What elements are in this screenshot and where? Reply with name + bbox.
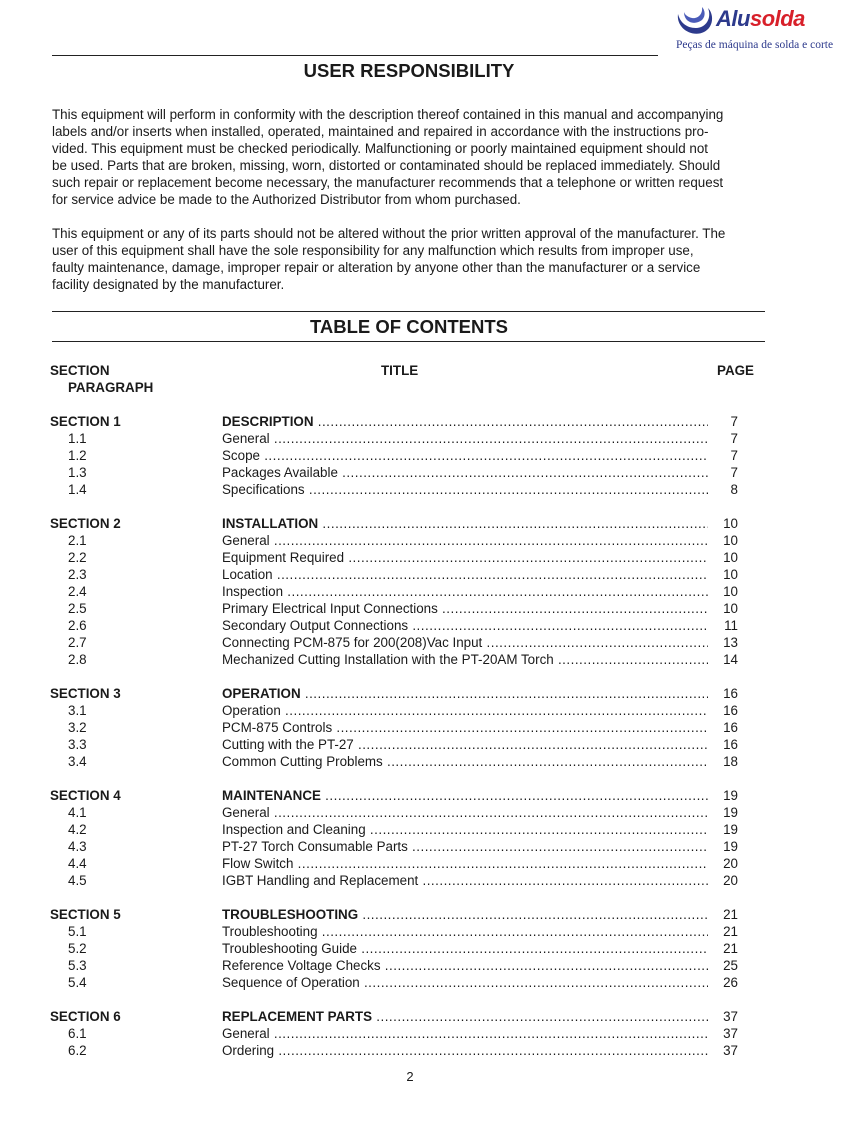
paragraph-line: facility designated by the manufacturer. (52, 277, 285, 292)
entry-page: 8 (730, 482, 738, 497)
toc-entry[interactable] (50, 430, 760, 447)
paragraph-number: 4.4 (68, 856, 87, 871)
section-page: 16 (723, 686, 738, 701)
section-title: TROUBLESHOOTING ..... (222, 906, 708, 923)
entry-page: 37 (723, 1026, 738, 1041)
paragraph-line: for service advice be made to the Authorized Distributor from whom purchased. (52, 192, 521, 207)
section-page: 37 (723, 1009, 738, 1024)
paragraph-number: 2.8 (68, 652, 87, 667)
paragraph-number: 1.4 (68, 482, 87, 497)
paragraph-number: 4.2 (68, 822, 87, 837)
paragraph-line: such repair or replacement become necessary, the manufacturer recommends that a telephone or written request (52, 175, 724, 190)
logo-wordmark (716, 6, 805, 32)
divider (52, 311, 765, 312)
toc-entry[interactable] (50, 481, 760, 498)
toc-section-heading[interactable] (50, 787, 760, 804)
toc-section-heading[interactable] (50, 413, 760, 430)
paragraph-number: 1.2 (68, 448, 87, 463)
paragraph-line: faulty maintenance, damage, improper repair or alteration by anyone other than the manufacturer or a service (52, 260, 701, 275)
entry-title: Specifications ..... (222, 481, 708, 498)
logo-text-b: solda (749, 6, 805, 31)
section-title: REPLACEMENT PARTS ..... (222, 1008, 708, 1025)
toc-entry[interactable] (50, 719, 760, 736)
section-number: SECTION 5 (50, 907, 121, 922)
toc-entry[interactable] (50, 753, 760, 770)
entry-title: PCM-875 Controls ..... (222, 719, 708, 736)
entry-title: Troubleshooting Guide ..... (222, 940, 708, 957)
entry-page: 7 (730, 448, 738, 463)
logo-swoosh-icon (674, 4, 716, 38)
toc-section (50, 906, 760, 991)
toc-entry[interactable] (50, 464, 760, 481)
toc-entry[interactable] (50, 600, 760, 617)
entry-page: 7 (730, 431, 738, 446)
entry-title: General ..... (222, 1025, 708, 1042)
toc-entry[interactable] (50, 957, 760, 974)
entry-page: 16 (723, 737, 738, 752)
responsibility-paragraph-1 (52, 106, 772, 208)
section-page: 21 (723, 907, 738, 922)
paragraph-number: 2.4 (68, 584, 87, 599)
section-number: SECTION 2 (50, 516, 121, 531)
paragraph-number: 5.4 (68, 975, 87, 990)
entry-title: General ..... (222, 532, 708, 549)
responsibility-paragraph-2 (52, 225, 772, 293)
section-number: SECTION 1 (50, 414, 121, 429)
toc-entry[interactable] (50, 549, 760, 566)
toc-section-heading[interactable] (50, 515, 760, 532)
paragraph-line: vided. This equipment must be checked periodically. Malfunctioning or poorly maintained equipment should not (52, 141, 709, 156)
col-title: TITLE (381, 363, 419, 378)
toc-section-heading[interactable] (50, 906, 760, 923)
paragraph-line: This equipment will perform in conformity with the description thereof contained in this manual and accompanying (52, 107, 724, 122)
entry-title: Connecting PCM-875 for 200(208)Vac Input ..... (222, 634, 708, 651)
table-of-contents (50, 362, 760, 1076)
toc-entry[interactable] (50, 634, 760, 651)
toc-entry[interactable] (50, 838, 760, 855)
toc-entry[interactable] (50, 804, 760, 821)
alusolda-logo (672, 2, 862, 54)
entry-title: Sequence of Operation ..... (222, 974, 708, 991)
section-title: INSTALLATION ..... (222, 515, 708, 532)
section-title: DESCRIPTION ..... (222, 413, 708, 430)
entry-title: Common Cutting Problems ..... (222, 753, 708, 770)
section-title: MAINTENANCE ..... (222, 787, 708, 804)
paragraph-number: 5.2 (68, 941, 87, 956)
entry-page: 21 (723, 924, 738, 939)
entry-title: Cutting with the PT-27 ..... (222, 736, 708, 753)
section-number: SECTION 4 (50, 788, 121, 803)
paragraph-number: 1.1 (68, 431, 87, 446)
paragraph-number: 2.7 (68, 635, 87, 650)
toc-section (50, 515, 760, 668)
entry-page: 37 (723, 1043, 738, 1058)
entry-page: 10 (723, 567, 738, 582)
toc-section-heading[interactable] (50, 685, 760, 702)
entry-title: Troubleshooting ..... (222, 923, 708, 940)
paragraph-number: 4.3 (68, 839, 87, 854)
entry-page: 7 (730, 465, 738, 480)
entry-title: Mechanized Cutting Installation with the PT-20AM Torch ..... (222, 651, 708, 668)
entry-page: 16 (723, 720, 738, 735)
paragraph-number: 4.1 (68, 805, 87, 820)
entry-page: 26 (723, 975, 738, 990)
entry-title: Ordering ..... (222, 1042, 708, 1059)
toc-entry[interactable] (50, 1025, 760, 1042)
toc-entry[interactable] (50, 702, 760, 719)
entry-title: Operation ..... (222, 702, 708, 719)
entry-page: 10 (723, 601, 738, 616)
toc-section-heading[interactable] (50, 1008, 760, 1025)
toc-title: TABLE OF CONTENTS (309, 316, 508, 337)
paragraph-number: 2.6 (68, 618, 87, 633)
paragraph-number: 2.2 (68, 550, 87, 565)
paragraph-number: 3.1 (68, 703, 87, 718)
entry-title: General ..... (222, 430, 708, 447)
entry-title: Secondary Output Connections ..... (222, 617, 708, 634)
section-number: SECTION 3 (50, 686, 121, 701)
entry-page: 25 (723, 958, 738, 973)
entry-title: Packages Available ..... (222, 464, 708, 481)
toc-header (50, 362, 760, 413)
entry-page: 19 (723, 839, 738, 854)
entry-title: Inspection ..... (222, 583, 708, 600)
paragraph-number: 2.1 (68, 533, 87, 548)
toc-entry[interactable] (50, 855, 760, 872)
section-number: SECTION 6 (50, 1009, 121, 1024)
toc-section (50, 413, 760, 498)
user-responsibility-title: USER RESPONSIBILITY (303, 60, 515, 81)
page-number: 2 (406, 1069, 414, 1084)
paragraph-line: user of this equipment shall have the sole responsibility for any malfunction which results from improper use, (52, 243, 694, 258)
section-title: OPERATION ..... (222, 685, 708, 702)
entry-title: General ..... (222, 804, 708, 821)
entry-page: 16 (723, 703, 738, 718)
paragraph-line: labels and/or inserts when installed, operated, maintained and repaired in accordance with the instructions pro- (52, 124, 709, 139)
entry-title: Equipment Required ..... (222, 549, 708, 566)
toc-entry[interactable] (50, 1042, 760, 1059)
entry-title: Inspection and Cleaning ..... (222, 821, 708, 838)
toc-entry[interactable] (50, 566, 760, 583)
entry-page: 10 (723, 533, 738, 548)
section-page: 19 (723, 788, 738, 803)
entry-page: 14 (723, 652, 738, 667)
entry-page: 10 (723, 584, 738, 599)
toc-entry[interactable] (50, 617, 760, 634)
paragraph-number: 3.3 (68, 737, 87, 752)
paragraph-number: 6.2 (68, 1043, 87, 1058)
toc-entry[interactable] (50, 821, 760, 838)
paragraph-number: 5.3 (68, 958, 87, 973)
paragraph-number: 3.4 (68, 754, 87, 769)
entry-page: 20 (723, 856, 738, 871)
toc-entry[interactable] (50, 974, 760, 991)
paragraph-number: 4.5 (68, 873, 87, 888)
paragraph-number: 2.5 (68, 601, 87, 616)
section-page: 10 (723, 516, 738, 531)
toc-section (50, 787, 760, 889)
entry-title: Location ..... (222, 566, 708, 583)
paragraph-number: 5.1 (68, 924, 87, 939)
entry-page: 11 (724, 618, 738, 633)
logo-tagline: Peças de máquina de solda e corte (676, 39, 834, 51)
toc-section (50, 685, 760, 770)
entry-page: 20 (723, 873, 738, 888)
entry-page: 21 (723, 941, 738, 956)
col-section: SECTION (50, 363, 110, 378)
paragraph-number: 6.1 (68, 1026, 87, 1041)
paragraph-number: 2.3 (68, 567, 87, 582)
col-paragraph: PARAGRAPH (68, 380, 154, 395)
toc-section (50, 1008, 760, 1059)
section-page: 7 (730, 414, 738, 429)
toc-entry[interactable] (50, 447, 760, 464)
entry-page: 13 (723, 635, 738, 650)
divider (52, 341, 765, 342)
toc-entry[interactable] (50, 736, 760, 753)
col-page: PAGE (717, 363, 754, 378)
entry-title: PT-27 Torch Consumable Parts ..... (222, 838, 708, 855)
entry-title: IGBT Handling and Replacement ..... (222, 872, 708, 889)
entry-title: Primary Electrical Input Connections ..... (222, 600, 708, 617)
paragraph-number: 3.2 (68, 720, 87, 735)
logo-text-a: Alu (716, 6, 750, 31)
paragraph-line: be used. Parts that are broken, missing, worn, distorted or contaminated should be replaced immediately. Should (52, 158, 721, 173)
entry-page: 18 (723, 754, 738, 769)
divider (52, 55, 658, 56)
toc-entry[interactable] (50, 872, 760, 889)
toc-entry[interactable] (50, 583, 760, 600)
entry-title: Flow Switch ..... (222, 855, 708, 872)
paragraph-number: 1.3 (68, 465, 87, 480)
toc-entry[interactable] (50, 651, 760, 668)
toc-entry[interactable] (50, 923, 760, 940)
entry-title: Scope ..... (222, 447, 708, 464)
toc-entry[interactable] (50, 940, 760, 957)
entry-page: 19 (723, 822, 738, 837)
entry-title: Reference Voltage Checks ..... (222, 957, 708, 974)
entry-page: 10 (723, 550, 738, 565)
entry-page: 19 (723, 805, 738, 820)
toc-entry[interactable] (50, 532, 760, 549)
paragraph-line: This equipment or any of its parts should not be altered without the prior written approval of the manufacturer. The (52, 226, 726, 241)
